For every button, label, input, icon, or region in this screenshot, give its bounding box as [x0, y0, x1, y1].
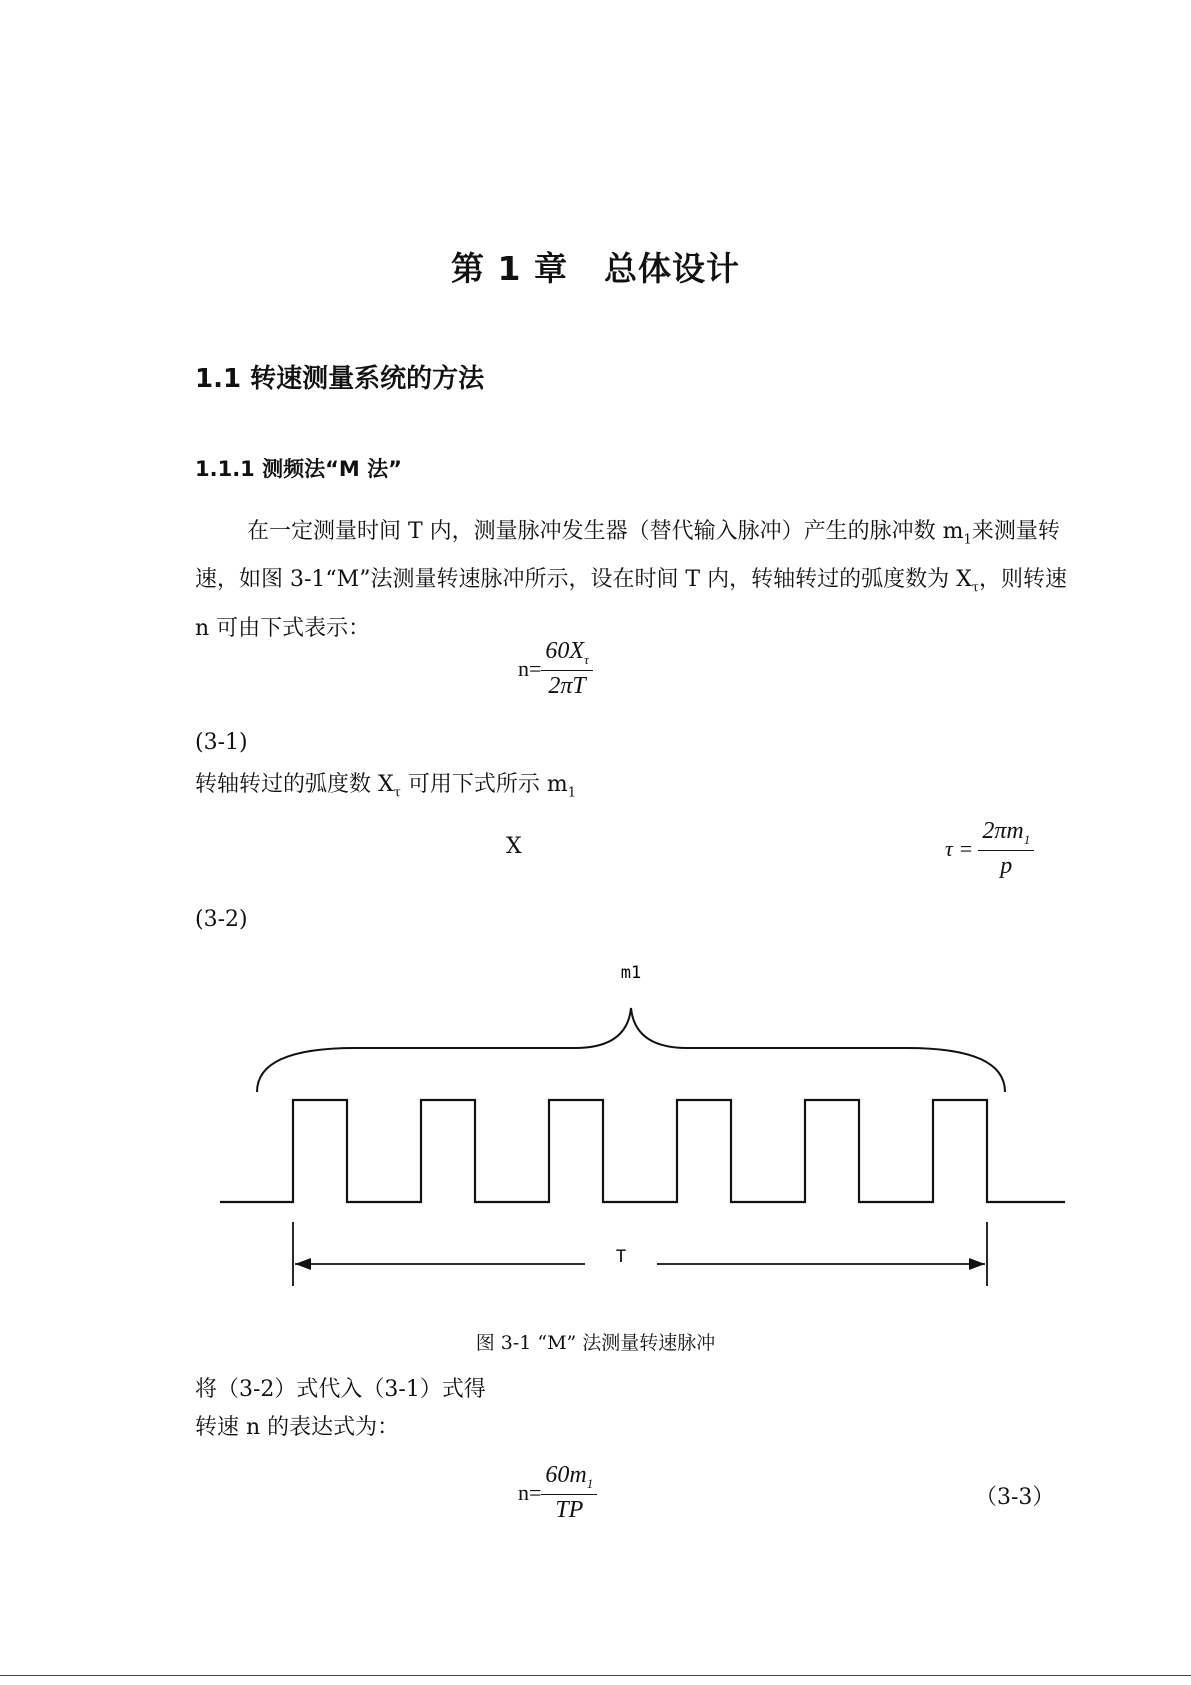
equation-3-2-x: X: [506, 834, 522, 859]
equation-3-3-num-text: 60m: [545, 1462, 587, 1488]
paragraph-2-part-a: 转轴转过的弧度数 X: [195, 772, 394, 797]
chapter-name: 总体设计: [603, 249, 740, 288]
period-label: T: [615, 1247, 627, 1267]
chapter-title: [0, 243, 1191, 290]
equation-3-1-num-sub: τ: [584, 651, 589, 667]
figure-caption: 图 3-1 “M” 法测量转速脉冲: [475, 1332, 716, 1354]
paragraph-1-sub-a: 1: [963, 532, 972, 548]
equation-3-2-fraction: [978, 818, 1034, 880]
paragraph-2: [195, 767, 576, 800]
equation-3-3-denominator: TP: [555, 1496, 584, 1523]
equation-3-3: [518, 1462, 597, 1524]
equation-3-2-numerator: [978, 818, 1034, 851]
page-bottom-rule: [0, 1675, 1191, 1676]
equation-3-3-num-sub: 1: [586, 1475, 594, 1491]
equation-3-3-lhs: n=: [518, 1479, 542, 1505]
curly-brace: [257, 1008, 1005, 1092]
equation-3-1-denominator: 2πT: [548, 672, 586, 699]
equation-3-1-label: (3-1): [195, 730, 248, 755]
pulse-diagram: [215, 960, 1075, 1290]
equation-3-3-label: （3-3）: [975, 1485, 1055, 1510]
paragraph-1-sub-b: τ: [971, 580, 979, 596]
equation-3-2-denominator: p: [1000, 852, 1013, 879]
paragraph-2-sub-b: 1: [567, 785, 576, 801]
paragraph-1-part-b: 来测量转速，如图 3-1“M”法测量转速脉冲所示，设在时间 T 内，转轴转过的弧度数为 X: [195, 519, 1060, 593]
chapter-number: 第 1 章: [451, 249, 568, 288]
pulse-train: [220, 1100, 1065, 1202]
section-title: 1.1 转速测量系统的方法: [195, 364, 485, 394]
equation-3-2-num-sub: 1: [1023, 831, 1031, 847]
equation-3-3-numerator: [541, 1462, 597, 1495]
equation-3-1-lhs: n=: [518, 655, 542, 681]
paragraph-1: [195, 512, 1075, 649]
equation-3-1: [518, 638, 593, 700]
paragraph-4: 转速 n 的表达式为：: [195, 1415, 400, 1440]
paragraph-2-sub-a: τ: [393, 785, 401, 801]
equation-3-2-num-text: 2πm: [982, 818, 1024, 844]
equation-3-2-lhs: τ =: [945, 835, 974, 861]
equation-3-1-numerator: [541, 638, 592, 671]
brace-label: m1: [620, 963, 642, 983]
equation-3-1-num-text: 60X: [545, 638, 585, 664]
equation-3-3-fraction: [541, 1462, 597, 1524]
equation-3-1-fraction: [541, 638, 592, 700]
equation-3-2: [945, 818, 1034, 880]
paragraph-3: 将（3-2）式代入（3-1）式得: [195, 1377, 486, 1402]
arrowhead-left: [295, 1258, 311, 1270]
paragraph-1-part-c: ，则转速 n 可由下式表示：: [195, 567, 1067, 641]
paragraph-2-part-b: 可用下式所示 m: [400, 772, 568, 797]
arrowhead-right: [969, 1258, 985, 1270]
paragraph-1-part-a: 在一定测量时间 T 内，测量脉冲发生器（替代输入脉冲）产生的脉冲数 m: [247, 519, 964, 544]
equation-3-2-label: (3-2): [195, 907, 248, 932]
subsection-title: 1.1.1 测频法“M 法”: [195, 457, 402, 481]
